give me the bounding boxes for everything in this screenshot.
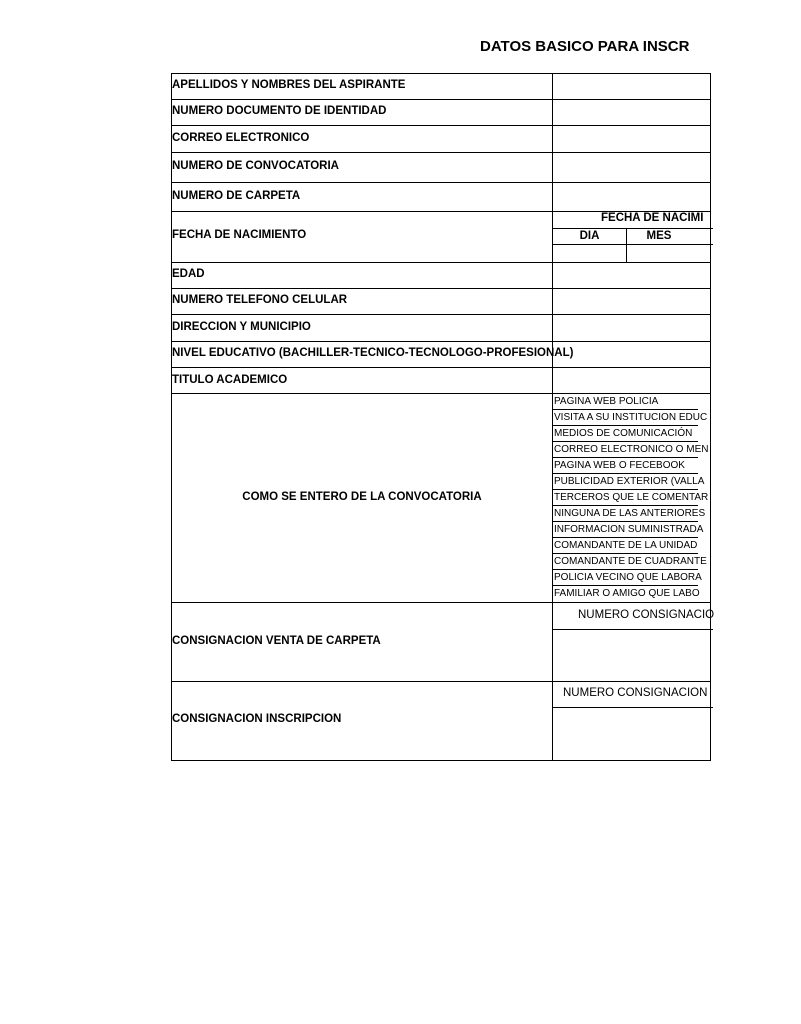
label-telefono: NUMERO TELEFONO CELULAR <box>172 294 348 306</box>
row-line <box>171 602 711 603</box>
label-nivel-educativo: NIVEL EDUCATIVO (BACHILLER-TECNICO-TECNOLOGO-PROFESIONAL) <box>172 347 574 359</box>
option-como-se-entero[interactable]: FAMILIAR O AMIGO QUE LABO <box>554 588 700 599</box>
field-correo[interactable] <box>553 126 713 152</box>
option-como-se-entero[interactable]: PAGINA WEB POLICIA <box>553 394 698 410</box>
label-edad: EDAD <box>172 268 205 280</box>
field-carpeta[interactable] <box>553 183 713 211</box>
label-apellidos: APELLIDOS Y NOMBRES DEL ASPIRANTE <box>172 79 406 91</box>
label-consignacion-inscripcion: CONSIGNACION INSCRIPCION <box>172 713 342 725</box>
field-documento[interactable] <box>553 100 713 125</box>
fecha-dia-header: DIA <box>579 230 600 242</box>
option-como-se-entero[interactable]: COMANDANTE DE LA UNIDAD <box>553 538 698 554</box>
option-como-se-entero[interactable]: PAGINA WEB O FECEBOOK <box>553 458 698 474</box>
field-nivel-educativo[interactable] <box>553 342 713 367</box>
label-convocatoria: NUMERO DE CONVOCATORIA <box>172 160 339 172</box>
field-edad[interactable] <box>553 263 713 288</box>
option-como-se-entero[interactable]: NINGUNA DE LAS ANTERIORES <box>553 506 698 522</box>
option-como-se-entero[interactable]: MEDIOS DE COMUNICACIÓN <box>553 426 698 442</box>
field-fecha-dia[interactable] <box>553 245 626 262</box>
fecha-mes-header: MES <box>646 230 672 242</box>
field-convocatoria[interactable] <box>553 153 713 182</box>
consignacion-venta-header: NUMERO CONSIGNACIO <box>578 609 715 621</box>
field-telefono[interactable] <box>553 289 713 314</box>
option-como-se-entero[interactable]: TERCEROS QUE LE COMENTAR <box>553 490 698 506</box>
label-como-se-entero: COMO SE ENTERO DE LA CONVOCATORIA <box>242 491 482 503</box>
field-consignacion-inscripcion[interactable] <box>553 708 713 760</box>
label-fecha-nacimiento: FECHA DE NACIMIENTO <box>172 229 307 241</box>
label-documento: NUMERO DOCUMENTO DE IDENTIDAD <box>172 105 387 117</box>
field-fecha-mes[interactable] <box>627 245 697 262</box>
row-line <box>171 681 711 682</box>
option-como-se-entero[interactable]: POLICIA VECINO QUE LABORA <box>553 570 698 586</box>
field-direccion[interactable] <box>553 315 713 341</box>
option-como-se-entero[interactable]: INFORMACION SUMINISTRADA <box>553 522 698 538</box>
option-como-se-entero[interactable]: PUBLICIDAD EXTERIOR (VALLA <box>553 474 698 490</box>
field-consignacion-venta[interactable] <box>553 630 713 681</box>
label-correo: CORREO ELECTRONICO <box>172 132 310 144</box>
label-carpeta: NUMERO DE CARPETA <box>172 190 301 202</box>
page-title: DATOS BASICO PARA INSCR <box>480 38 690 55</box>
option-como-se-entero[interactable]: CORREO ELECTRONICO O MEN <box>553 442 698 458</box>
field-titulo[interactable] <box>553 368 713 393</box>
option-como-se-entero[interactable]: VISITA A SU INSTITUCION EDUC <box>553 410 698 426</box>
option-como-se-entero[interactable]: COMANDANTE DE CUADRANTE <box>553 554 698 570</box>
label-direccion: DIRECCION Y MUNICIPIO <box>172 321 311 333</box>
label-titulo: TITULO ACADEMICO <box>172 374 288 386</box>
consignacion-inscripcion-header: NUMERO CONSIGNACION <box>563 687 708 699</box>
label-consignacion-venta: CONSIGNACION VENTA DE CARPETA <box>172 635 381 647</box>
field-apellidos[interactable] <box>553 74 713 99</box>
fecha-divider <box>553 228 713 229</box>
fecha-nacimiento-header: FECHA DE NACIMI <box>601 212 704 224</box>
